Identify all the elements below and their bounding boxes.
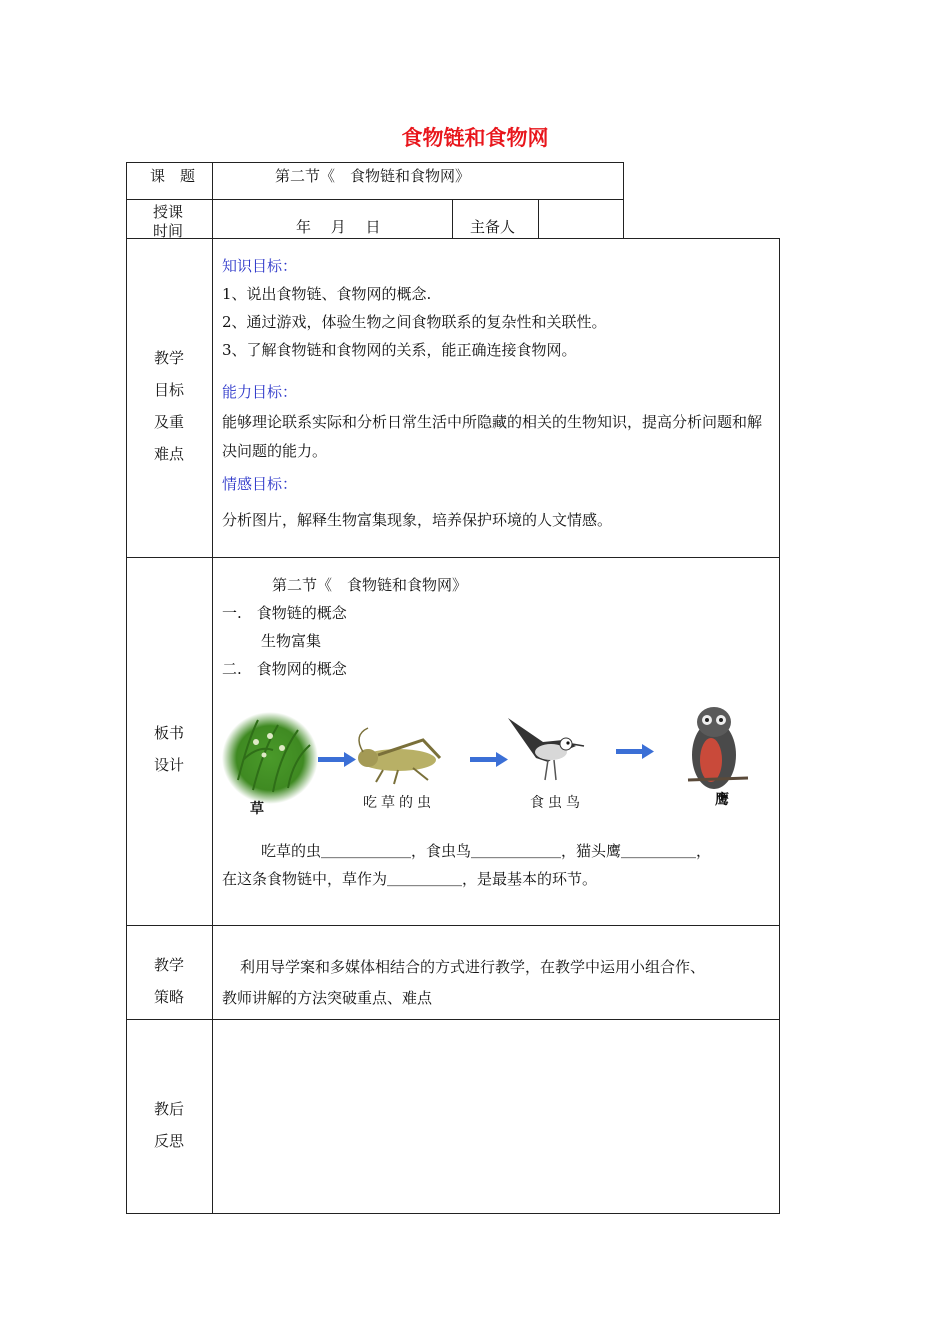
bird-image [508,718,584,780]
topic-value: 第二节《 食物链和食物网》 [275,167,471,185]
date-value: 年 月 日 [296,218,381,236]
board-line-2: 生物富集 [261,632,322,650]
objectives-row-label: 教学 目标 及重 难点 [153,349,184,463]
strategy-text-2: 教师讲解的方法突破重点、难点 [222,989,433,1007]
arrow-icon [318,752,356,767]
ability-text: 能够理论联系实际和分析日常生活中所隐藏的相关的生物知识，提高分析问题和解决问题的能力。 [222,413,763,460]
arrow-icon [616,744,654,759]
knowledge-item-3: 3、了解食物链和食物网的关系，能正确连接食物网。 [222,341,577,359]
chain-label-insect: 吃草的虫 [363,795,435,811]
reflection-row-label: 教后 反思 [153,1100,184,1150]
grass-image [222,712,318,804]
knowledge-item-2: 2、通过游戏，体验生物之间食物联系的复杂性和关联性。 [222,313,607,331]
board-heading: 第二节《 食物链和食物网》 [272,576,468,594]
owl-image [688,707,748,789]
time-label-1: 授课 [153,203,184,221]
food-chain-svg [218,700,758,825]
topic-label: 课 题 [150,167,196,185]
time-label-2: 时间 [153,222,184,240]
fill-text-1: 吃草的虫＿＿＿＿＿＿，食虫鸟＿＿＿＿＿＿，猫头鹰＿＿＿＿＿， [261,842,712,860]
knowledge-item-1: 1、说出食物链、食物网的概念. [222,285,432,303]
board-line-1: 一. 食物链的概念 [222,604,347,622]
strategy-row-label: 教学 策略 [153,956,184,1006]
board-line-3: 二. 食物网的概念 [222,660,347,678]
chain-label-bird: 食虫鸟 [530,795,584,811]
fill-text-2: 在这条食物链中，草作为＿＿＿＿＿，是最基本的环节。 [222,870,598,888]
board-row-label: 板书 设计 [153,724,184,774]
chain-label-hawk: 鹰 [715,792,729,808]
preparer-label: 主备人 [470,218,516,236]
page-title: 食物链和食物网 [401,126,549,150]
emotion-text: 分析图片，解释生物富集现象，培养保护环境的人文情感。 [222,511,613,529]
reflection-content[interactable] [213,1020,779,1213]
strategy-text-1: 利用导学案和多媒体相结合的方式进行教学，在教学中运用小组合作、 [240,958,706,976]
ability-heading: 能力目标： [222,383,298,401]
emotion-heading: 情感目标： [222,475,298,493]
arrow-icon [470,752,508,767]
grasshopper-image [358,728,440,784]
chain-label-grass: 草 [250,801,264,817]
food-chain-diagram [218,700,758,825]
knowledge-heading: 知识目标： [222,257,298,275]
